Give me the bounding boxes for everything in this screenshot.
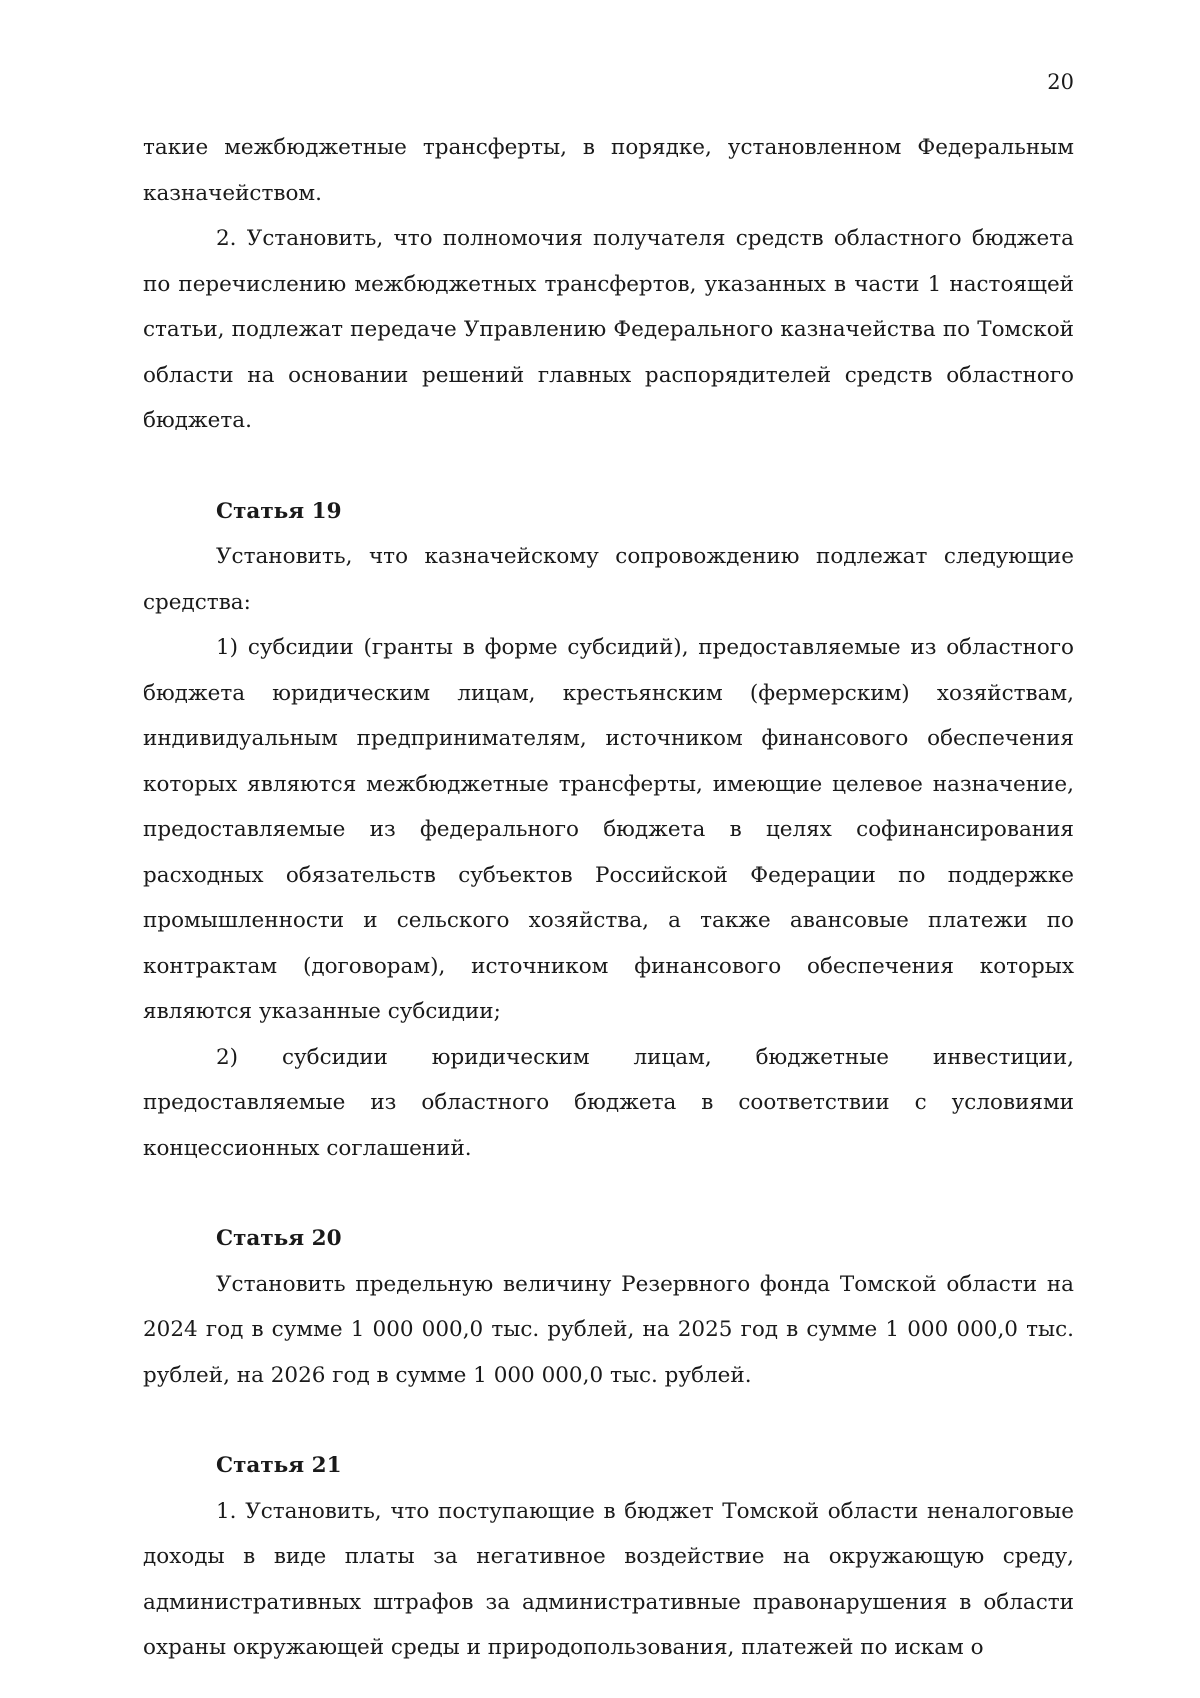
article-19-intro: Установить, что казначейскому сопровождению подлежат следующие средства: <box>143 544 1074 615</box>
page-number: 20 <box>1047 70 1074 94</box>
paragraph-clause-2: 2. Установить, что полномочия получателя средств областного бюджета по перечислению межбюджетных трансфертов, указанных в части 1 настоящей статьи, подлежат передаче Управлению Федерального казначейства по Томской области на основании решений главных распорядителей средств областного бюджета. <box>143 226 1074 433</box>
article-19-item-2: 2) субсидии юридическим лицам, бюджетные инвестиции, предоставляемые из областного бюджета в соответствии с условиями концессионных соглашений. <box>143 1044 1074 1161</box>
article-19-item-1: 1) субсидии (гранты в форме субсидий), предоставляемые из областного бюджета юридическим лицам, крестьянским (фермерским) хозяйствам, индивидуальным предпринимателям, источником финансового обеспечения которых являются межбюджетные трансферты, имеющие целевое назначение, предоставляемые из федерального бюджета в целях софинансирования расходных обязательств субъектов Российской Федерации по поддержке промышленности и сельского хозяйства, а также авансовые платежи по контрактам (договорам), источником финансового обеспечения которых являются указанные субсидии; <box>143 635 1074 1024</box>
article-20-text: Установить предельную величину Резервного фонда Томской области на 2024 год в сумме 1 000 000,0 тыс. рублей, на 2025 год в сумме 1 000 000,0 тыс. рублей, на 2026 год в сумме 1 000 000,0 тыс. рублей. <box>143 1271 1074 1388</box>
document-body <box>143 125 1074 1671</box>
article-20-heading: Статья 20 <box>216 1226 342 1251</box>
article-19-heading: Статья 19 <box>216 498 342 524</box>
article-21-heading: Статья 21 <box>216 1453 342 1478</box>
article-21-clause-1: 1. Установить, что поступающие в бюджет Томской области неналоговые доходы в виде платы за негативное воздействие на окружающую среду, административных штрафов за административные правонарушения в области охраны окружающей среды и природопользования, платежей по искам о <box>143 1498 1074 1660</box>
paragraph-continuation: такие межбюджетные трансферты, в порядке, установленном Федеральным казначейством. <box>143 135 1074 206</box>
